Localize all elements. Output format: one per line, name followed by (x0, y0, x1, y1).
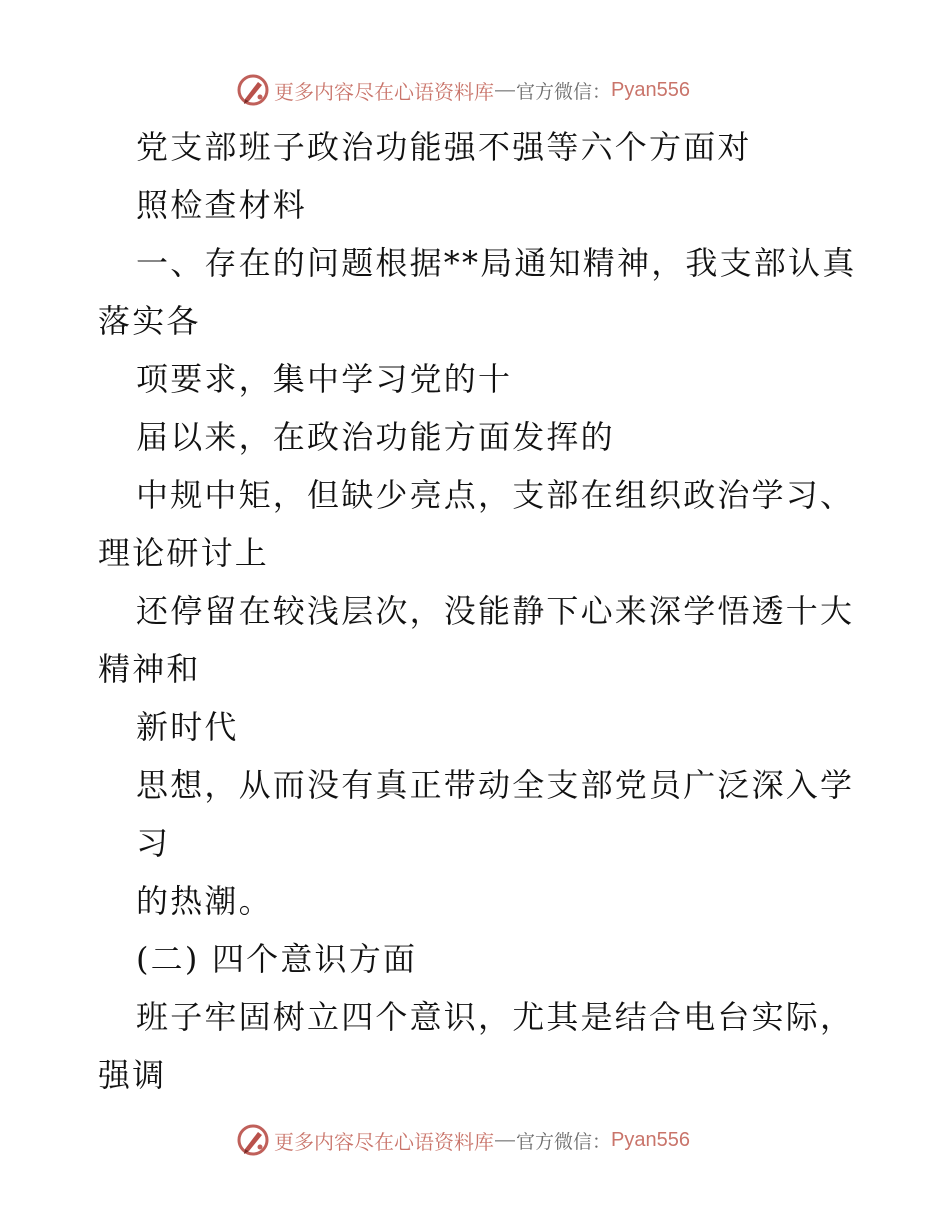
watermark-site-text: 更多内容尽在心语资料库 (274, 1129, 494, 1154)
watermark-banner-top (236, 72, 690, 108)
text-line: 班子牢固树立四个意识，尤其是结合电台实际， (136, 998, 855, 1036)
text-line: 还停留在较浅层次，没能静下心来深学悟透十大 (136, 592, 855, 630)
text-line: 落实各 (98, 302, 201, 340)
watermark-site-text: 更多内容尽在心语资料库 (274, 79, 494, 104)
watermark-banner-bottom (236, 1122, 690, 1158)
text-line: (二) 四个意识方面 (136, 940, 418, 978)
text-line: 项要求，集中学习党的十 (136, 360, 513, 398)
document-body (98, 118, 858, 1104)
text-line: 思想，从而没有真正带动全支部党员广泛深入学 (136, 766, 855, 804)
text-line: 的热潮。 (136, 882, 273, 920)
text-line: 照检查材料 (136, 186, 308, 224)
watermark-wechat-label: 官方微信： (516, 1130, 612, 1153)
text-line: 习 (136, 824, 171, 862)
text-line: 届以来，在政治功能方面发挥的 (136, 418, 615, 456)
watermark-wechat-label: 官方微信： (516, 80, 612, 103)
watermark-dash: — (495, 1128, 515, 1151)
watermark-wechat-id: Pyan556 (611, 1128, 690, 1151)
text-line: 党支部班子政治功能强不强等六个方面对 (136, 128, 752, 166)
pen-circle-logo-icon (236, 1123, 270, 1157)
text-line: 强调 (98, 1056, 167, 1094)
watermark-dash: — (495, 78, 515, 101)
text-line: 理论研讨上 (98, 534, 270, 572)
pen-circle-logo-icon (236, 73, 270, 107)
text-line: 新时代 (136, 708, 239, 746)
text-line: 中规中矩，但缺少亮点，支部在组织政治学习、 (136, 476, 855, 514)
watermark-wechat-id: Pyan556 (611, 78, 690, 101)
text-line: 一、存在的问题根据**局通知精神，我支部认真 (136, 244, 857, 282)
text-line: 精神和 (98, 650, 201, 688)
